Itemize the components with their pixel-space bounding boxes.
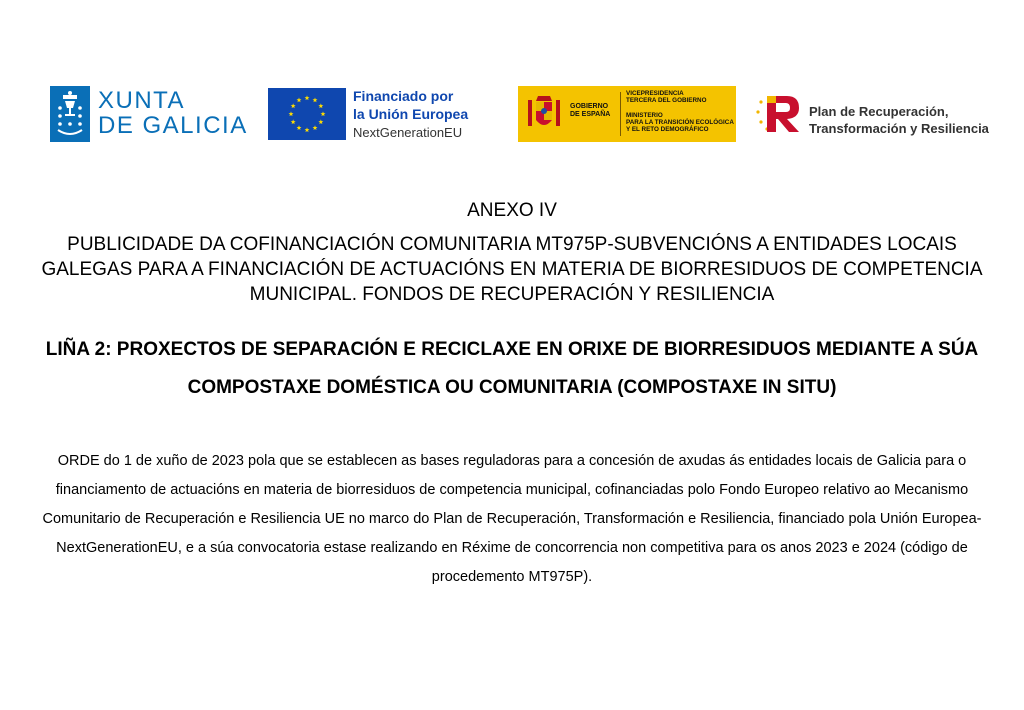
logo-text-line: Y EL RETO DEMOGRÁFICO	[626, 126, 709, 134]
xunta-line1: XUNTA	[98, 87, 186, 114]
plan-line2: Transformación y Resiliencia	[809, 121, 989, 136]
eu-star-icon	[313, 98, 318, 103]
galicia-shield-icon	[50, 86, 90, 142]
eu-star-icon	[318, 119, 323, 124]
gobierno-de-espana-logo	[518, 86, 736, 142]
eu-star-icon	[321, 111, 326, 116]
logo-text-line: PARA LA TRANSICIÓN ECOLÓGICA	[626, 118, 734, 126]
spain-coat-of-arms-icon	[526, 94, 562, 134]
plan-recuperacion-logo	[755, 92, 1005, 138]
eu-line3: NextGenerationEU	[353, 125, 463, 140]
logo-text-line: VICEPRESIDENCIA	[626, 90, 684, 97]
eu-flag-icon	[268, 88, 346, 140]
ministerio-text	[626, 90, 734, 133]
logo-text-line	[626, 104, 734, 111]
annex-title: ANEXO IV	[467, 200, 557, 221]
eu-star-icon	[289, 111, 294, 116]
eu-star-icon	[305, 95, 310, 100]
eu-line2: la Unión Europea	[353, 106, 469, 122]
gobierno-divider	[620, 92, 621, 136]
logo-text-line: MINISTERIO	[626, 111, 663, 119]
eu-line1: Financiado por	[353, 88, 454, 104]
logo-text-line: GOBIERNO	[570, 103, 609, 110]
xunta-de-galicia-logo	[50, 86, 250, 142]
xunta-line2: DE GALICIA	[98, 112, 248, 139]
eu-star-icon	[297, 125, 302, 130]
plan-line1: Plan de Recuperación,	[809, 104, 949, 119]
eu-star-icon	[297, 98, 302, 103]
logo-text-line: DE ESPAÑA	[570, 111, 611, 118]
eu-star-icon	[313, 125, 318, 130]
logo-bar	[0, 0, 1024, 170]
prtr-logo-icon	[755, 92, 803, 136]
eu-funding-logo	[268, 88, 493, 144]
gobierno-text	[570, 103, 610, 119]
document-subtitle: PUBLICIDADE DA COFINANCIACIÓN COMUNITARIA MT975P-SUBVENCIÓNS A ENTIDADES LOCAIS GALEGAS PARA A FINANCIACIÓN DE ACTUACIÓNS EN MATERIA DE BIORRESIDUOS DE COMPETENCIA MUNICIPAL. FONDOS DE RECUPERACIÓN Y RESILIENCIA	[41, 234, 983, 305]
document-body: ORDE do 1 de xuño de 2023 pola que se establecen as bases reguladoras para a concesión de axudas ás entidades locais de Galicia para o financiamento de actuacións en materia de biorresiduos de competencia municipal, cofinanciadas polo Fondo Europeo relativo ao Mecanismo Comunitario de Recuperación e Resiliencia UE no marco do Plan de Recuperación, Transformación e Resiliencia, financiado pola Unión Europea-NextGenerationEU, e a súa convocatoria estase realizando en Réxime de concorrencia non competitiva para os anos 2023 e 2024 (código de procedemento MT975P).	[42, 453, 982, 585]
eu-star-icon	[305, 127, 310, 132]
logo-text-line: TERCERA DEL GOBIERNO	[626, 97, 707, 105]
document-content	[40, 200, 984, 592]
line-title: LIÑA 2: PROXECTOS DE SEPARACIÓN E RECICLAXE EN ORIXE DE BIORRESIDUOS MEDIANTE A SÚA COMPOSTAXE DOMÉSTICA OU COMUNITARIA (COMPOSTAXE IN SITU)	[45, 339, 979, 398]
eu-star-icon	[291, 119, 296, 124]
eu-star-icon	[291, 103, 296, 108]
eu-star-icon	[318, 103, 323, 108]
